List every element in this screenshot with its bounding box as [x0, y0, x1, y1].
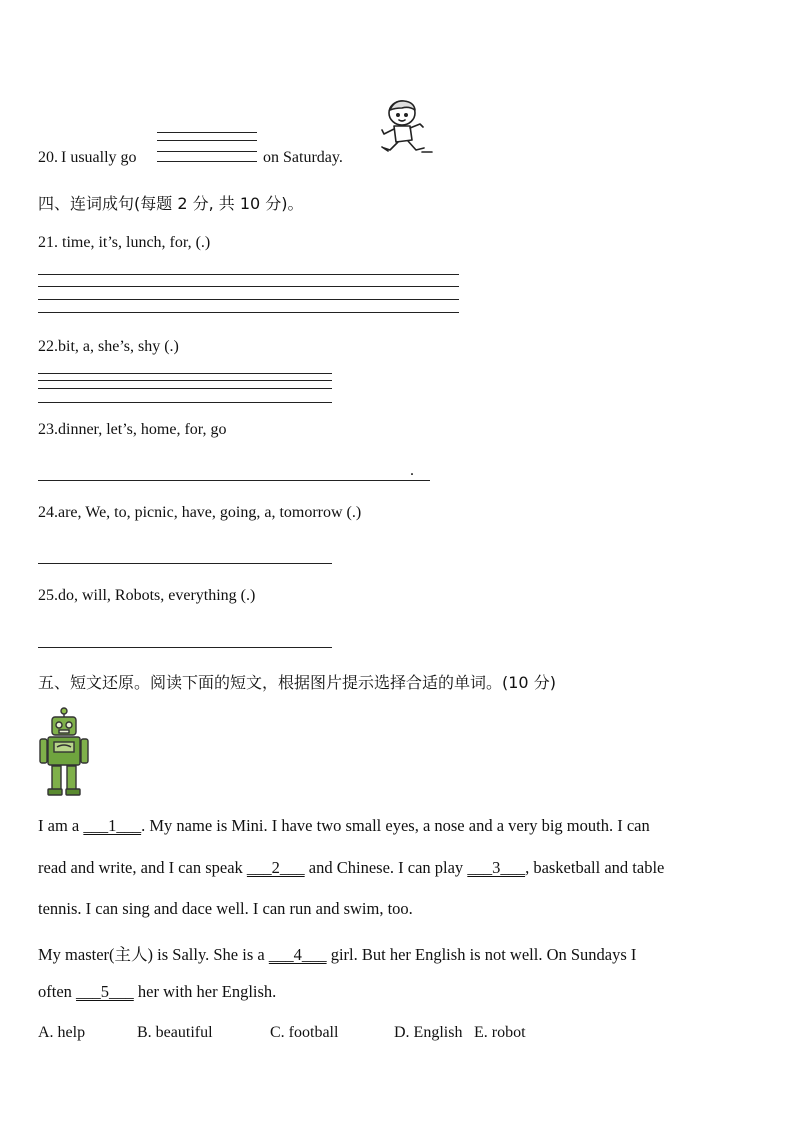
passage-line-4: [38, 941, 636, 965]
option-c: C. football: [270, 1024, 339, 1041]
q22-prompt: 22.bit, a, she’s, shy (.): [38, 338, 179, 355]
blank-1[interactable]: ___1___: [83, 816, 142, 835]
q20-answer-line-2[interactable]: [157, 140, 257, 141]
q25-prompt: 25.do, will, Robots, everything (.): [38, 587, 256, 604]
q22-answer-line-1[interactable]: [38, 373, 332, 374]
blank-5[interactable]: ___5___: [76, 982, 134, 1001]
q22-answer-line-4[interactable]: [38, 402, 332, 403]
option-d: D. English: [394, 1024, 463, 1041]
passage-line-2: [38, 858, 664, 878]
robot-image: [38, 707, 90, 797]
q20-text-after: on Saturday.: [263, 149, 343, 166]
passage-text: I am a: [38, 816, 84, 835]
q21-prompt: 21. time, it’s, lunch, for, (.): [38, 234, 211, 251]
passage-text: My master(主人) is Sally. She is a: [38, 945, 269, 964]
option-a: A. help: [38, 1024, 86, 1041]
option-e: E. robot: [474, 1024, 526, 1041]
q22-answer-line-3[interactable]: [38, 388, 332, 389]
passage-text: girl. But her English is not well. On Sundays I: [326, 945, 637, 964]
q21-answer-line-1[interactable]: [38, 274, 459, 275]
q21-answer-line-3[interactable]: [38, 299, 459, 300]
q20-answer-line-1[interactable]: [157, 132, 257, 133]
passage-line-5: [38, 982, 276, 1002]
q20-answer-line-3[interactable]: [157, 151, 257, 152]
passage-text: her with her English.: [133, 982, 277, 1001]
blank-4[interactable]: ___4___: [268, 945, 327, 964]
section-5-heading: 五、短文还原。阅读下面的短文，根据图片提示选择合适的单词。(10 分): [38, 673, 556, 692]
q23-answer-line[interactable]: [38, 480, 430, 481]
q20-text-before: I usually go: [61, 149, 137, 166]
passage-text: , basketball and table: [525, 858, 665, 877]
passage-line-1: [38, 816, 650, 836]
passage-line-3: tennis. I can sing and dace well. I can run and swim, too.: [38, 899, 413, 918]
running-boy-image: [376, 96, 438, 164]
option-b: B. beautiful: [137, 1024, 213, 1041]
q20-answer-line-4[interactable]: [157, 161, 257, 162]
q20-number: 20.: [38, 149, 58, 166]
section-4-heading: 四、连词成句(每题 2 分, 共 10 分)。: [38, 194, 304, 213]
passage-text: often: [38, 982, 77, 1001]
q23-prompt: 23.dinner, let’s, home, for, go: [38, 421, 227, 438]
passage-text: read and write, and I can speak: [38, 858, 247, 877]
blank-2[interactable]: ___2___: [246, 858, 305, 877]
q21-answer-line-2[interactable]: [38, 286, 459, 287]
q24-answer-line[interactable]: [38, 563, 332, 564]
q23-end-period: .: [410, 462, 414, 479]
q22-answer-line-2[interactable]: [38, 380, 332, 381]
blank-3[interactable]: ___3___: [467, 858, 526, 877]
q24-prompt: 24.are, We, to, picnic, have, going, a, tomorrow (.): [38, 504, 362, 521]
q25-answer-line[interactable]: [38, 647, 332, 648]
passage-text: . My name is Mini. I have two small eyes, a nose and a very big mouth. I can: [141, 816, 650, 835]
q21-answer-line-4[interactable]: [38, 312, 459, 313]
passage-text: and Chinese. I can play: [304, 858, 468, 877]
